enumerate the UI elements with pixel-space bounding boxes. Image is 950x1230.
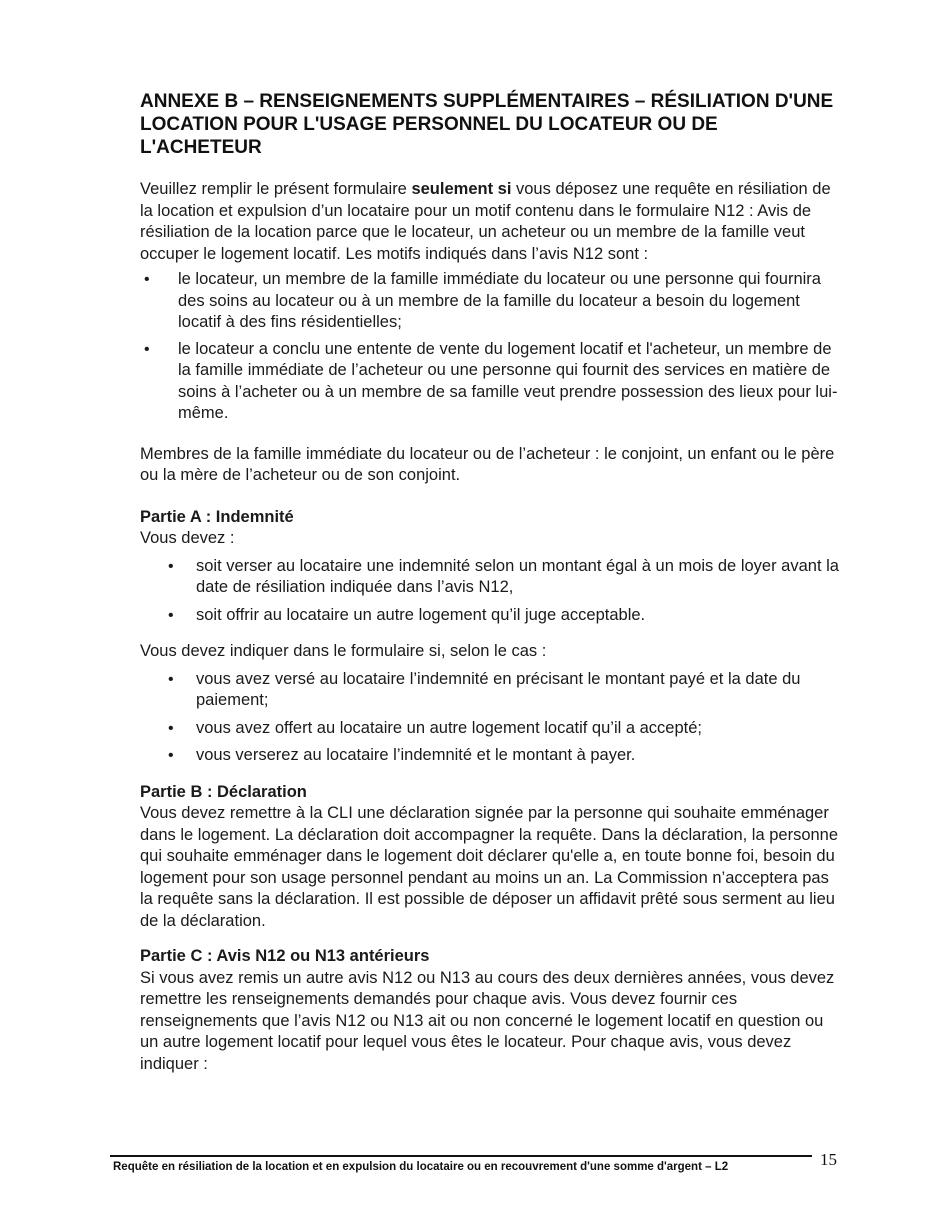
list-item: [140, 605, 840, 627]
part-a-indicate-lead: Vous devez indiquer dans le formulaire si, selon le cas :: [140, 642, 547, 660]
list-item: [140, 339, 840, 425]
family-definition: Membres de la famille immédiate du locateur ou de l’acheteur : le conjoint, un enfant ou le père ou la mère de l’acheteur ou de son conjoint.: [140, 444, 835, 484]
part-b-heading: Partie B : Déclaration: [140, 782, 307, 801]
intro-text-end: vous déposez une requête en résiliation de la location et expulsion d’un locataire pour un motif contenu dans le formulaire N12 : Avis de résiliation de la location parce que le locateur, un acheteur ou un membre de la famille veut occuper le logement locatif. Les motifs indiqués dans l’avis N12 sont :: [140, 180, 831, 263]
intro-paragraph: [140, 179, 840, 265]
option-text: soit offrir au locataire un autre logement qu’il juge acceptable.: [196, 605, 646, 624]
intro-emphasis: seulement si: [411, 180, 512, 198]
reason-text: le locateur, un membre de la famille immédiate du locateur ou une personne qui fournira des soins au locateur ou à un membre de la famille du locateur a besoin du logement locatif à des fins résidentielles;: [178, 270, 821, 331]
intro-text-start: Veuillez remplir le présent formulaire: [140, 180, 412, 198]
indicate-text: vous avez versé au locataire l’indemnité en précisant le montant payé et la date du paiement;: [196, 669, 801, 709]
reason-text: le locateur a conclu une entente de vente du logement locatif et l'acheteur, un membre de la famille immédiate de l’acheteur ou une personne qui fournit des services en matière de soins à l’acheter ou à un membre de sa famille veut prendre possession des lieux pour lui-même.: [178, 339, 838, 422]
bullet-icon: •: [144, 271, 150, 288]
bullet-icon: •: [168, 606, 174, 624]
bullet-icon: •: [168, 670, 174, 688]
part-a-lead: Vous devez :: [140, 529, 235, 547]
bullet-icon: •: [144, 340, 150, 358]
footer-title: Requête en résiliation de la location et en expulsion du locataire ou en recouvrement d'une somme d'argent – L2: [113, 1161, 729, 1173]
bullet-icon: •: [168, 747, 174, 764]
part-c-text: Si vous avez remis un autre avis N12 ou N13 au cours des deux dernières années, vous devez remettre les renseignements demandés pour chaque avis. Vous devez fournir ces renseignements que l’avis N12 ou N13 ait ou non concerné le logement locatif en question ou un autre logement locatif pour lequel vous êtes le locateur. Pour chaque avis, vous devez indiquer :: [140, 968, 835, 1073]
list-item: [140, 745, 840, 767]
reasons-list: [140, 269, 840, 425]
list-item: [140, 269, 840, 334]
option-text: soit verser au locataire une indemnité selon un montant égal à un mois de loyer avant la date de résiliation indiquée dans l’avis N12,: [196, 556, 839, 596]
list-item: [140, 669, 840, 712]
bullet-icon: •: [168, 719, 174, 737]
list-item: [140, 718, 840, 740]
footer-divider: [110, 1155, 812, 1157]
indicate-text: vous verserez au locataire l’indemnité et le montant à payer.: [196, 746, 636, 764]
indicate-text: vous avez offert au locataire un autre logement locatif qu’il a accepté;: [196, 718, 702, 737]
part-a-indicate-list: [140, 669, 840, 767]
bullet-icon: •: [168, 557, 174, 575]
part-a-heading: Partie A : Indemnité: [140, 507, 294, 526]
page-title: ANNEXE B – RENSEIGNEMENTS SUPPLÉMENTAIRES – RÉSILIATION D'UNE LOCATION POUR L'USAGE PERSONNEL DU LOCATEUR OU DE L'ACHETEUR: [140, 91, 834, 158]
part-b-text: Vous devez remettre à la CLI une déclaration signée par la personne qui souhaite emménager dans le logement. La déclaration doit accompagner la requête. Dans la déclaration, la personne qui souhaite emménager dans le logement doit déclarer qu'elle a, en toute bonne foi, besoin du logement pour son usage personnel pendant au moins un an. La Commission n’acceptera pas la requête sans la déclaration. Il est possible de déposer un affidavit prêté sous serment au lieu de la déclaration.: [140, 804, 839, 930]
page-content: [140, 90, 840, 1075]
list-item: [140, 556, 840, 599]
part-c-heading: Partie C : Avis N12 ou N13 antérieurs: [140, 947, 430, 965]
page-number: 15: [820, 1150, 837, 1169]
part-a-options-list: [140, 556, 840, 627]
